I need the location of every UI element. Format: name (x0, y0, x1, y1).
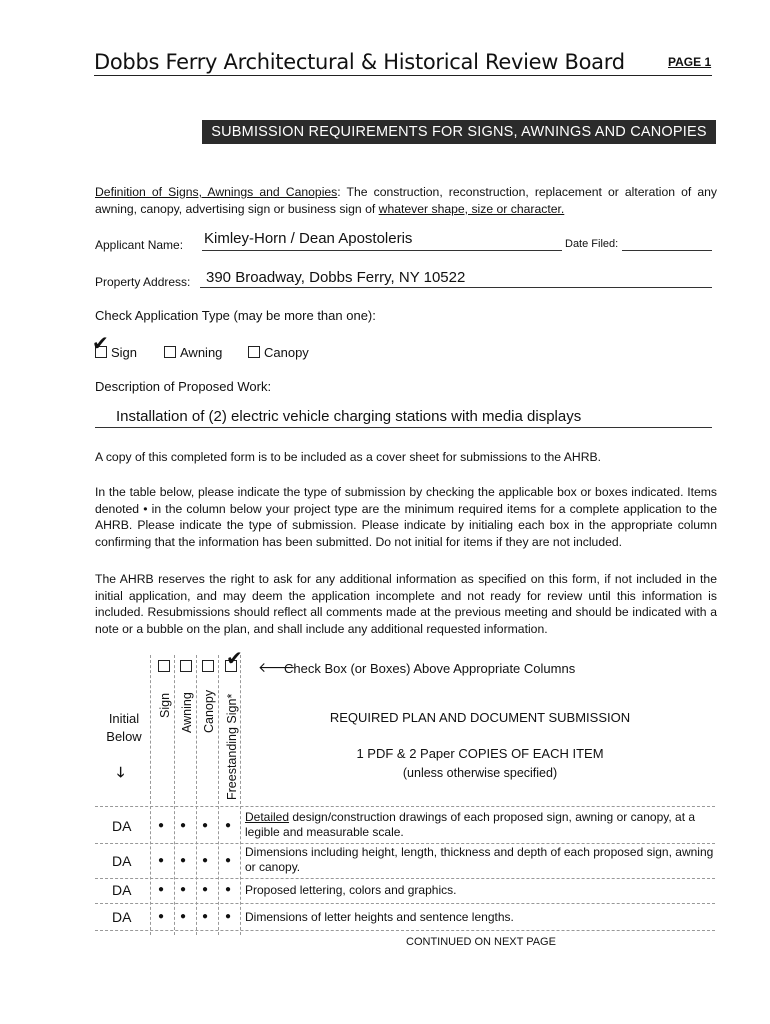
option-canopy[interactable]: Canopy (248, 345, 309, 360)
property-address-field[interactable]: 390 Broadway, Dobbs Ferry, NY 10522 (206, 269, 466, 286)
row-mark: ● (180, 820, 187, 831)
table-instructions-paragraph: In the table below, please indicate the type of submission by checking the applicable box or boxes indicated. Items denoted • in the column below your project type are the minimum required items for a complete application to the AHRB. Please indicate the type of submission. Please indicate by initialing each box in the appropriate column confirming that the information has been submitted. Do not initial for items if they are not included. (95, 485, 717, 549)
title-underline (94, 75, 712, 76)
row-description: Dimensions of letter heights and sentence lengths. (245, 910, 514, 924)
check-mark-icon: ✔ (92, 333, 109, 355)
column-sign-checkbox[interactable] (158, 660, 170, 672)
applicant-name-line (202, 250, 562, 251)
property-address-label: Property Address: (95, 275, 191, 289)
down-arrow-icon: 🡓 (117, 764, 125, 780)
row-mark: ● (180, 911, 187, 922)
row-description: Proposed lettering, colors and graphics. (245, 883, 457, 897)
initial-below-label: Initial Below (106, 711, 142, 744)
column-canopy-checkbox[interactable] (202, 660, 214, 672)
definition-paragraph (95, 184, 717, 217)
option-awning[interactable]: Awning (164, 345, 222, 360)
row-mark: ● (158, 884, 165, 895)
column-awning-checkbox[interactable] (180, 660, 192, 672)
definition-label: Definition of Signs, Awnings and Canopies (95, 185, 338, 199)
row-mark: ● (202, 855, 209, 866)
row-divider (95, 903, 715, 904)
applicant-name-label: Applicant Name: (95, 238, 184, 252)
table-divider (196, 655, 197, 935)
row-description: Detailed design/construction drawings of each proposed sign, awning or canopy, at a legible and measurable scale. (245, 810, 696, 839)
definition-emphasis: whatever shape, size or character. (378, 201, 565, 216)
row-mark: ● (202, 884, 209, 895)
canopy-checkbox[interactable] (248, 346, 260, 358)
column-label-canopy: Canopy (202, 689, 216, 733)
form-title: Dobbs Ferry Architectural & Historical Review Board (94, 50, 625, 74)
row-divider (95, 843, 715, 844)
row-divider (95, 806, 715, 807)
row-mark: ● (180, 855, 187, 866)
row-initial[interactable]: DA (112, 882, 132, 898)
row-mark: ● (225, 820, 232, 831)
check-note: Check Box (or Boxes) Above Appropriate Columns (284, 661, 576, 676)
row-mark: ● (225, 855, 232, 866)
row-mark: ● (225, 911, 232, 922)
table-subheading-note: (unless otherwise specified) (402, 766, 558, 780)
reserves-paragraph: The AHRB reserves the right to ask for any additional information as specified on this form, if not included in the initial application, and may deem the application incomplete and not ready for review until this information is included. Resubmissions should reflect all comments made at the previous meeting and should be indicated with a note or a bubble on the plan, and shall include any additional requested information. (95, 572, 717, 636)
row-mark: ● (202, 820, 209, 831)
left-arrow-icon: 🡐 (258, 659, 296, 675)
cover-sheet-paragraph: A copy of this completed form is to be included as a cover sheet for submissions to the AHRB. (95, 450, 602, 464)
table-divider (174, 655, 175, 935)
date-filed-label: Date Filed: (565, 238, 619, 250)
applicant-name-field[interactable]: Kimley-Horn / Dean Apostoleris (204, 230, 413, 247)
option-sign[interactable]: Sign (95, 345, 137, 360)
date-filed-field[interactable] (622, 250, 712, 251)
row-initial[interactable]: DA (112, 853, 132, 869)
table-subheading: 1 PDF & 2 Paper COPIES OF EACH ITEM (356, 746, 604, 761)
description-field[interactable]: Installation of (2) electric vehicle charging stations with media displays (116, 408, 582, 425)
row-mark: ● (158, 820, 165, 831)
column-label-sign: Sign (158, 692, 172, 718)
definition-text: : The construction, reconstruction, replacement or alteration of any awning, canopy, advertising sign or business sign of (95, 185, 718, 216)
row-divider (95, 878, 715, 879)
row-mark: ● (225, 884, 232, 895)
column-label-freestanding: Freestanding Sign* (225, 693, 239, 800)
table-divider (150, 655, 151, 935)
table-divider (218, 655, 219, 935)
awning-checkbox[interactable] (164, 346, 176, 358)
description-line (95, 427, 712, 428)
continued-note: CONTINUED ON NEXT PAGE (406, 936, 556, 948)
row-mark: ● (202, 911, 209, 922)
column-label-awning: Awning (180, 692, 194, 733)
property-address-line (200, 287, 712, 288)
row-initial[interactable]: DA (112, 818, 132, 834)
row-mark: ● (158, 911, 165, 922)
row-mark: ● (158, 855, 165, 866)
row-description: Dimensions including height, length, thickness and depth of each proposed sign, awning or canopy. (245, 845, 714, 874)
row-initial[interactable]: DA (112, 909, 132, 925)
application-type-label: Check Application Type (may be more than one): (95, 308, 376, 323)
description-label: Description of Proposed Work: (95, 379, 272, 394)
row-mark: ● (180, 884, 187, 895)
page-label: PAGE 1 (668, 55, 712, 69)
table-divider (240, 655, 241, 935)
section-banner: SUBMISSION REQUIREMENTS FOR SIGNS, AWNINGS AND CANOPIES (202, 120, 716, 144)
row-divider (95, 930, 715, 931)
check-mark-icon: ✔ (226, 648, 243, 670)
table-heading: REQUIRED PLAN AND DOCUMENT SUBMISSION (329, 710, 631, 725)
